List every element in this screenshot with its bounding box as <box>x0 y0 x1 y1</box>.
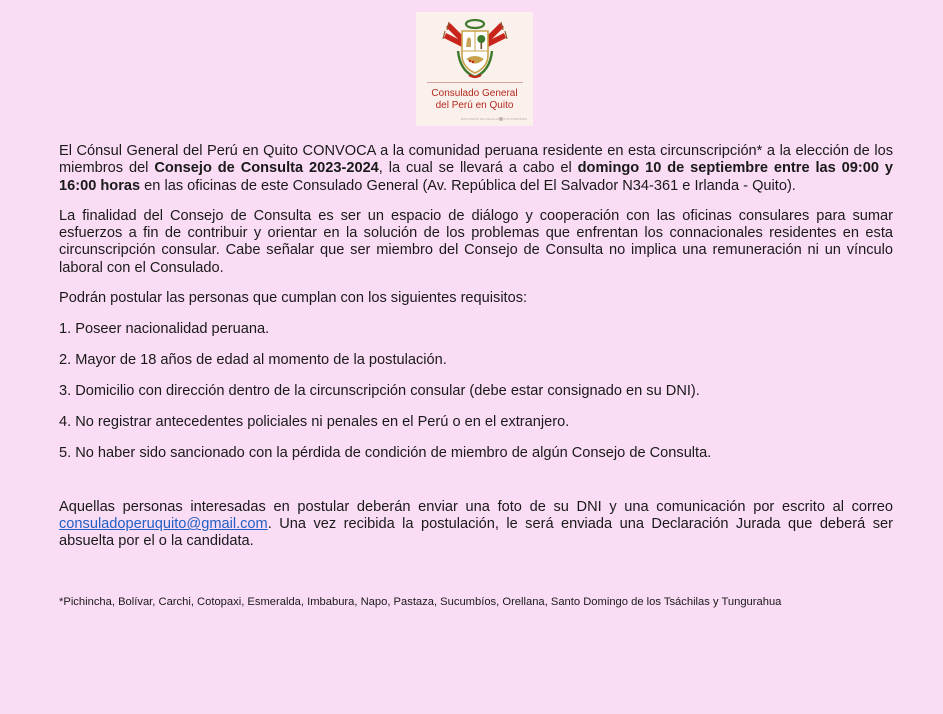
logo-line-2: del Perú en Quito <box>435 99 514 111</box>
logo-ministry-text: MINISTERIO DE RELACIONES EXTERIORES <box>460 117 527 121</box>
jurisdiction-footnote: *Pichincha, Bolívar, Carchi, Cotopaxi, Esmeralda, Imbabura, Napo, Pastaza, Sucumbíos, Orellana, Santo Domingo de los Tsáchilas y Tungurahua <box>59 595 782 608</box>
intro-paragraph <box>59 143 893 195</box>
requirements-intro: Podrán postular las personas que cumplan con los siguientes requisitos: <box>59 290 528 307</box>
intro-text-1: El Cónsul General del Perú en Quito CONVOCA a la comunidad peruana residente en esta circunscripción* a la elección de los miembros del <box>59 143 893 177</box>
contact-text-2: . Una vez recibida la postulación, le será enviada una Declaración Jurada que deberá ser absuelta por el o la candidata. <box>59 516 893 550</box>
requirement-item: 3. Domicilio con dirección dentro de la circunscripción consular (debe estar consignado en su DNI). <box>59 382 700 399</box>
intro-text-2: , la cual se llevará a cabo el <box>378 160 578 177</box>
peru-coat-of-arms-icon <box>438 17 512 79</box>
requirement-item: 2. Mayor de 18 años de edad al momento de la postulación. <box>59 351 447 368</box>
purpose-paragraph: La finalidad del Consejo de Consulta es ser un espacio de diálogo y cooperación con las oficinas consulares para sumar esfuerzos a fin de contribuir y orientar en la solución de los problemas que enfrentan los connacionales residentes en esta circunscripción consular. Cabe señalar que ser miembro del Consejo de Consulta no implica una remuneración ni un vínculo laboral con el Consulado. <box>59 207 893 276</box>
requirement-item: 4. No registrar antecedentes policiales ni penales en el Perú o en el extranjero. <box>59 413 570 430</box>
intro-text-3: en las oficinas de este Consulado General (Av. República del El Salvador N34-361 e Irlanda - Quito). <box>140 177 796 194</box>
requirement-item: 5. No haber sido sancionado con la pérdida de condición de miembro de algún Consejo de Consulta. <box>59 444 712 461</box>
logo-divider <box>427 82 523 83</box>
contact-text-1: Aquellas personas interesadas en postular deberán enviar una foto de su DNI y una comunicación por escrito al correo <box>59 498 893 515</box>
council-name: Consejo de Consulta 2023-2024 <box>154 160 379 177</box>
logo-title <box>416 88 533 111</box>
consulate-logo <box>416 12 533 126</box>
logo-line-1: Consulado General <box>431 88 518 99</box>
contact-paragraph <box>59 499 893 551</box>
election-date: domingo 10 de septiembre entre las 09:00 y 16:00 horas <box>59 160 893 194</box>
requirement-item: 1. Poseer nacionalidad peruana. <box>59 320 270 337</box>
convocation-text <box>59 143 893 609</box>
email-link[interactable]: consuladoperuquito@gmail.com <box>59 516 268 533</box>
